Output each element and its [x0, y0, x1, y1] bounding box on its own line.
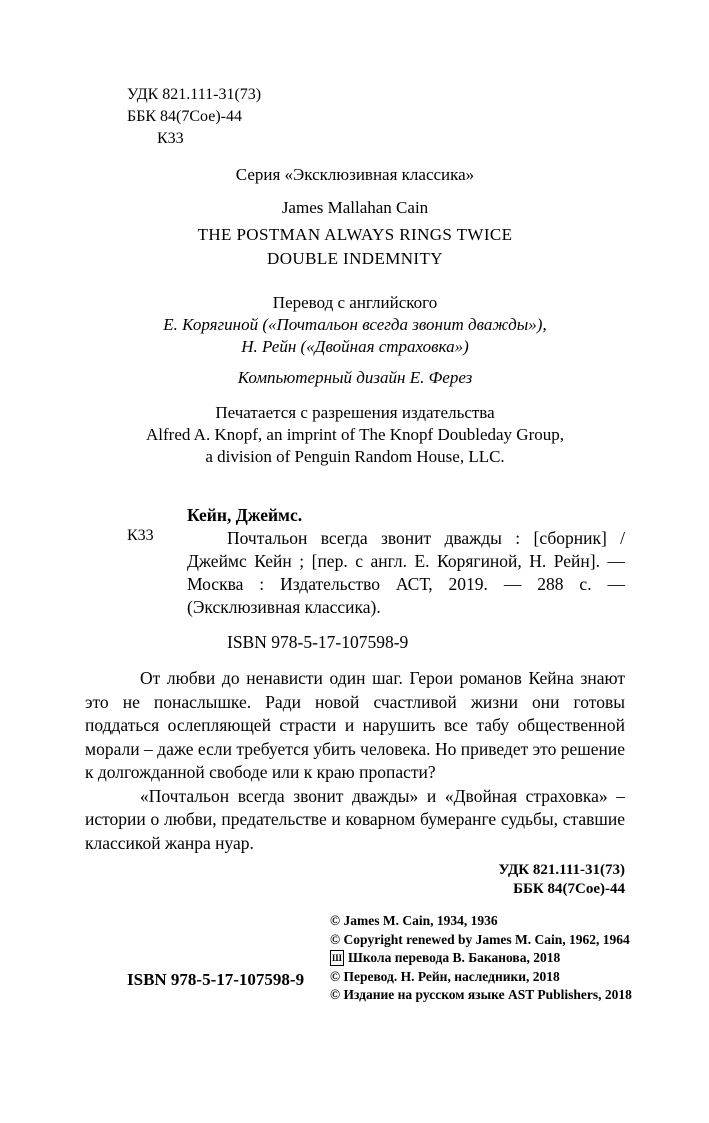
- catalog-entry: [127, 527, 625, 619]
- book-titles: [85, 223, 625, 271]
- udk-code-right: УДК 821.111-31(73): [498, 862, 625, 878]
- copyright-line-1: © James M. Cain, 1934, 1936: [330, 913, 498, 928]
- translator-line-1: Е. Корягиной («Почтальон всегда звонит дважды»),: [163, 315, 547, 334]
- udk-code-top: УДК 821.111-31(73): [127, 86, 262, 103]
- copyright-line-3: [330, 949, 625, 968]
- bbk-code-top: ББК 84(7Сое)-44: [127, 108, 242, 125]
- isbn-bottom: ISBN 978-5-17-107598-9: [127, 970, 305, 989]
- author-name: James Mallahan Cain: [281, 198, 429, 217]
- copyright-block: [330, 912, 632, 1005]
- design-credit-line: Компьютерный дизайн Е. Ферез: [237, 368, 473, 387]
- copyright-line-4: © Перевод. Н. Рейн, наследники, 2018: [330, 968, 560, 984]
- annotation-paragraph-2: «Почтальон всегда звонит дважды» и «Двойная страховка» – истории о любви, предательстве и коварном бумеранге судьбы, ставшие классикой жанра нуар.: [85, 785, 625, 853]
- book-title-2: DOUBLE INDEMNITY: [267, 249, 443, 268]
- permission-line-3: a division of Penguin Random House, LLC.: [205, 447, 505, 466]
- book-title-1: THE POSTMAN ALWAYS RINGS TWICE: [197, 225, 513, 244]
- catalog-code-margin: К33: [127, 527, 154, 544]
- copyright-footer: [85, 912, 632, 1032]
- copyright-line-3-text: Школа перевода В. Баканова, 2018: [348, 950, 561, 965]
- bbk-code-right: ББК 84(7Сое)-44: [513, 881, 625, 897]
- annotation-paragraph-1: От любви до ненависти один шаг. Герои романов Кейна знают это не понаслышке. Ради новой счастливой жизни они готовы поддаться ослепляющей страсти и нарушить все табу общественной морали – даже если требуется убить человека. Но приведет это решение к долгожданной свободе или к краю пропасти?: [85, 668, 625, 782]
- catalog-card: [85, 504, 625, 654]
- catalog-author-heading: Кейн, Джеймс.: [187, 505, 303, 525]
- translation-heading: Перевод с английского: [272, 293, 438, 312]
- copyright-line-5: © Издание на русском языке AST Publishers, 2018: [330, 987, 632, 1002]
- series-line: Серия «Эксклюзивная классика»: [235, 165, 475, 184]
- codes-right-block: [85, 861, 625, 899]
- catalog-description: Почтальон всегда звонит дважды : [сборник] / Джеймс Кейн ; [пер. с англ. Е. Корягиной, Н. Рейн]. — Москва : Издательство АСТ, 2019. — 288 с. — (Эксклюзивная классика).: [187, 528, 625, 617]
- catalog-code-top: К33: [157, 130, 184, 147]
- permission-line-2: Alfred A. Knopf, an imprint of The Knopf Doubleday Group,: [146, 425, 564, 444]
- translator-line-2: Н. Рейн («Двойная страховка»): [241, 337, 469, 356]
- isbn-catalog: ISBN 978-5-17-107598-9: [227, 632, 409, 652]
- copyright-line-2: © Copyright renewed by James M. Cain, 1962, 1964: [330, 931, 630, 947]
- bakanov-school-logo-icon: Ш: [330, 950, 344, 966]
- top-codes-block: [127, 84, 625, 150]
- permission-line-1: Печатается с разрешения издательства: [215, 403, 495, 422]
